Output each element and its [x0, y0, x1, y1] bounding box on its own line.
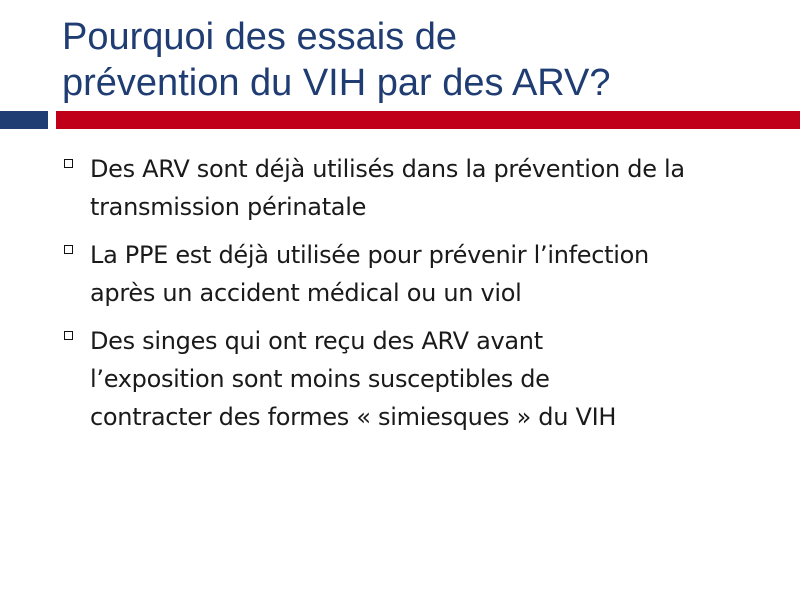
bullet-3-line-3: contracter des formes « simiesques » du VIH [90, 403, 617, 431]
square-bullet-icon [64, 331, 73, 340]
bullet-3-line-1: Des singes qui ont reçu des ARV avant [90, 327, 543, 355]
slide-title-line-2: prévention du VIH par des ARV? [62, 62, 611, 104]
bullet-1-line-1: Des ARV sont déjà utilisés dans la prévention de la [90, 155, 685, 183]
bullet-3-line-2: l’exposition sont moins susceptibles de [90, 365, 550, 393]
slide-title-line-1: Pourquoi des essais de [62, 16, 458, 58]
bullet-text-2 [90, 236, 780, 312]
title-rule-red-bar [56, 111, 800, 129]
square-bullet-icon [64, 159, 73, 168]
title-rule-blue-block [0, 111, 48, 129]
bullet-text-1 [90, 150, 780, 226]
bullet-2-line-2: après un accident médical ou un viol [90, 279, 522, 307]
square-bullet-icon [64, 245, 73, 254]
bullet-text-3 [90, 322, 780, 436]
bullet-2-line-1: La PPE est déjà utilisée pour prévenir l’infection [90, 241, 649, 269]
slide-title [62, 14, 782, 106]
bullet-1-line-2: transmission périnatale [90, 193, 367, 221]
